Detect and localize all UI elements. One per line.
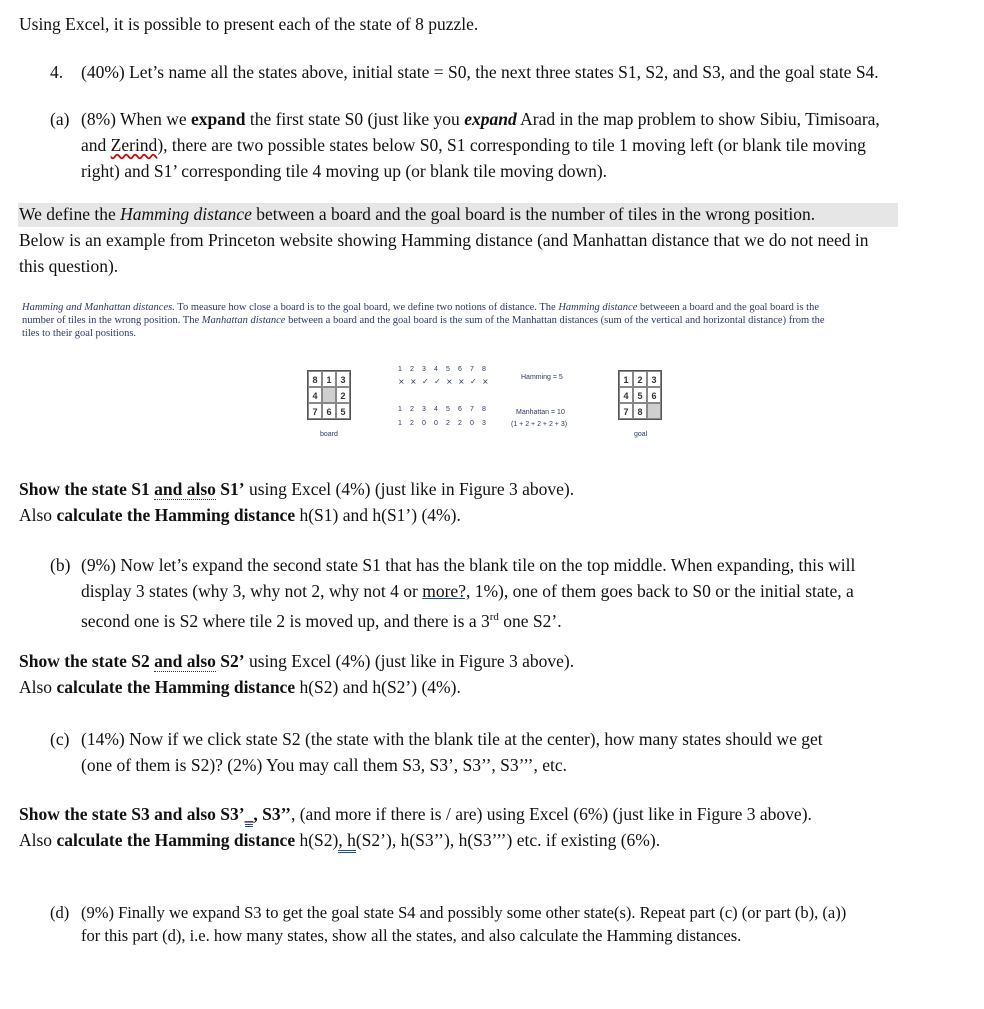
manhattan-value: 2 [410,420,414,427]
part-d-line-1: (9%) Finally we expand S3 to get the goal state S4 and possibly some other state(s). Repeat part (c) (or part (b), (a)) [81,903,847,922]
hamming-mark: ✓ [470,377,477,386]
hamming-def-line-2: Below is an example from Princeton website showing Hamming distance (and Manhattan distance that we do not need in [19,230,869,250]
tile-index: 8 [482,366,486,373]
tile-index: 5 [446,366,450,373]
show-s1-line-2: Also calculate the Hamming distance h(S1) and h(S1’) (4%). [19,505,461,525]
tile-index: 3 [422,366,426,373]
part-a-label: (a) [50,109,70,129]
hamming-marks-row [398,377,498,389]
show-s3-line-2: Also calculate the Hamming distance h(S2), h(S2’), h(S3’’), h(S3’’’) etc. if existing (6%). [19,827,812,853]
goal-label: goal [634,431,648,438]
part-c-line-1: (14%) Now if we click state S2 (the state with the blank tile at the center), how many states should we get [81,729,823,749]
manhattan-values-row [398,420,498,430]
part-b-line-3: second one is S2 where tile 2 is moved up, and there is a 3rd one S2’. [81,610,562,631]
goal-cell: 1 [619,371,633,387]
index-row-top [398,366,498,376]
goal-cell: 7 [619,403,633,419]
board-cell: 1 [322,371,336,387]
part-b-line-2: display 3 states (why 3, why not 2, why not 4 or more?, 1%), one of them goes back to S0 or the initial state, a [81,581,854,601]
tile-index: 3 [422,406,426,413]
board-grid [307,370,351,420]
board-label: board [320,431,338,438]
manhattan-value: 0 [470,420,474,427]
part-a-line-1: (8%) When we expand the first state S0 (just like you expand Arad in the map problem to show Sibiu, Timisoara, [81,109,880,129]
goal-cell [647,403,661,419]
figure-caption: Hamming and Manhattan distances. To measure how close a board is to the goal board, we define two notions of distance. The Hamming distance betweeen a board and the goal board is the number of tiles in the wrong position. The Manhattan distance between a board and the goal board is the sum of the Manhattan distances (sum of the vertical and horizontal distance) from the tiles to their goal positions. [22,302,825,339]
hamming-mark: ✓ [422,377,429,386]
hamming-mark: ✓ [434,377,441,386]
tile-index: 7 [470,406,474,413]
tile-index: 7 [470,366,474,373]
part-d-label: (d) [50,903,70,922]
goal-cell: 8 [633,403,647,419]
tile-index: 4 [434,366,438,373]
manhattan-value: 2 [446,420,450,427]
part-d-paragraph [81,901,961,947]
hamming-label: Hamming = 5 [521,374,563,381]
tile-index: 2 [410,366,414,373]
manhattan-value: 2 [458,420,462,427]
part-b-line-1: (9%) Now let’s expand the second state S1 that has the blank tile on the top middle. When expanding, this will [81,555,856,575]
hamming-mark: × [458,377,465,386]
manhattan-value: 1 [398,420,402,427]
part-c-paragraph [81,726,961,778]
part-a-line-2: and Zerind), there are two possible states below S0, S1 corresponding to tile 1 moving left (or blank tile moving [81,135,866,155]
goal-cell: 2 [633,371,647,387]
zerind-word: Zerind [110,135,158,155]
intro-text: Using Excel, it is possible to present each of the state of 8 puzzle. [19,14,479,34]
expand-bold-italic: expand [464,109,517,129]
tile-index: 5 [446,406,450,413]
show-s2-line-2: Also calculate the Hamming distance h(S2) and h(S2’) (4%). [19,677,461,697]
hamming-def-line-3: this question). [19,256,119,276]
goal-cell: 3 [647,371,661,387]
expand-bold: expand [190,109,246,129]
board-cell: 3 [336,371,350,387]
hamming-mark: × [398,377,405,386]
hamming-def-line-1: We define the Hamming distance between a board and the goal board is the number of tiles in the wrong position. [19,204,816,224]
show-s3-line-1: Show the state S3 and also S3’_, S3’’, (and more if there is / are) using Excel (6%) (just like in Figure 3 above). [19,801,812,827]
show-s1-block [19,476,574,528]
tile-index: 2 [410,406,414,413]
tile-index: 6 [458,406,462,413]
hamming-mark: × [482,377,489,386]
manhattan-sum: (1 + 2 + 2 + 2 + 3) [511,421,568,428]
show-s2-block [19,648,574,700]
manhattan-value: 0 [434,420,438,427]
show-s3-block [19,801,812,853]
manhattan-value: 0 [422,420,426,427]
part-d-line-2: for this part (d), i.e. how many states, show all the states, and also calculate the Hamming distances. [81,926,742,945]
goal-cell: 6 [647,387,661,403]
board-cell: 4 [308,387,322,403]
board-cell: 7 [308,403,322,419]
tile-index: 6 [458,366,462,373]
tile-index: 1 [398,406,402,413]
part-b-label: (b) [50,555,71,575]
part-c-label: (c) [50,729,70,749]
manhattan-value: 3 [482,420,486,427]
show-s1-line-1: Show the state S1 and also S1’ using Excel (4%) (just like in Figure 3 above). [19,479,575,499]
hamming-mark: × [446,377,453,386]
board-cell: 2 [336,387,350,403]
part-a-paragraph [81,106,961,184]
show-s2-line-1: Show the state S2 and also S2’ using Excel (4%) (just like in Figure 3 above). [19,651,575,671]
tile-index: 1 [398,366,402,373]
part-a-line-3: right) and S1’ corresponding tile 4 moving up (or blank tile moving down). [81,161,608,181]
part-b-paragraph [81,552,961,634]
part-c-line-2: (one of them is S2)? (2%) You may call them S3, S3’, S3’’, S3’’’, etc. [81,755,568,775]
question-4-number: 4. [50,62,64,82]
board-cell [322,387,336,403]
manhattan-label: Manhattan = 10 [516,409,565,416]
goal-cell: 5 [633,387,647,403]
tile-index: 8 [482,406,486,413]
tile-index: 4 [434,406,438,413]
board-cell: 6 [322,403,336,419]
index-row-bottom [398,406,498,416]
board-cell: 5 [336,403,350,419]
goal-cell: 4 [619,387,633,403]
hamming-definition [19,201,964,279]
hamming-mark: × [410,377,417,386]
goal-grid [618,370,662,420]
board-cell: 8 [308,371,322,387]
question-4-text: (40%) Let’s name all the states above, initial state = S0, the next three states S1, S2, and S3, and the goal state S4. [81,62,879,82]
